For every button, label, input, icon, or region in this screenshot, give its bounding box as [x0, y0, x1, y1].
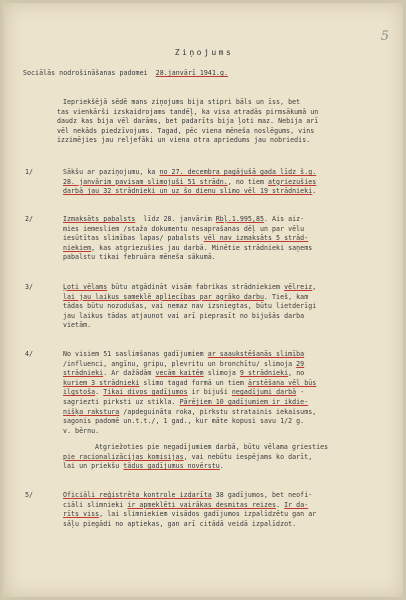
p2-line-5: pabalstu tikai februāra mēneša sākumā. [63, 253, 216, 262]
text-run: . Ais aiz- [264, 215, 305, 223]
underlined-run: 28. janvārim pavisam slimojuši 51 strādn. [63, 177, 228, 186]
text-run: , no tiem [227, 177, 269, 186]
item-number: 5/ [25, 491, 34, 499]
text-run: , [312, 283, 317, 291]
underlined-run: Izmaksāts pabalsts [63, 215, 136, 223]
text-run: , kas atgriezušies jau darbā. Minētie strādnieki saņems [91, 243, 313, 252]
text-run: . [312, 187, 317, 196]
text-run: , lai slimniekiem visādos gadījumos izpalīdzētu gan ar [99, 510, 317, 519]
text-run: . [95, 388, 104, 397]
p4-line-6 [63, 398, 308, 408]
p3-line-4: jau laikus tādas atjaunot vai arī pieprasīt no bijušās darba [63, 311, 305, 320]
p5-line-4: sāļu piegādi no aptiekas, gan arī citādā veidā izpalīdzot. [63, 519, 297, 528]
underlined-run: ir apmeklēti vairākas desmitas reizes [127, 500, 277, 509]
text-run: ir bijuši [187, 388, 232, 397]
text-run: sagriezti pirksti uz stikla. [63, 398, 180, 406]
underlined-run: 9 strādnieki [239, 369, 289, 378]
text-run: - [296, 388, 305, 397]
underlined-run: tādus gadījumus novērstu [123, 462, 220, 471]
underlined-run: 29 [296, 359, 305, 368]
p1-line-3 [63, 187, 316, 197]
subtitle [23, 69, 228, 79]
underlined-run: vēl nav izmaksāts 5 strād- [203, 234, 309, 243]
item-number: 1/ [25, 168, 34, 176]
p4-line-8: sagonis padomē un.t.t./, 1 gad., kur māte kopusi savu 1/2 g. [63, 417, 305, 426]
p5-line-2 [63, 501, 308, 511]
underlined-run: Ļoti vēlams [63, 283, 108, 291]
p4-line-11 [63, 453, 312, 463]
document-title: Ziņojums [174, 48, 234, 57]
item-number: 4/ [25, 350, 34, 358]
p1-line-2 [63, 178, 316, 188]
p5-line-3 [63, 510, 316, 520]
underlined-run: pie racionalizācijas komisijas [63, 452, 184, 461]
underlined-run: Oficiāli reģistrēta kontrole izdarīta [63, 491, 212, 499]
p4-line-10: Atgriežoties pie negadījumiem darbā, būtu vēlama griesties [95, 443, 329, 451]
underlined-run: atgriezušies [268, 177, 317, 186]
item-number: 2/ [25, 215, 34, 223]
underlined-run: rīts viss [63, 510, 100, 519]
text-run: Sākšu ar paziņojumu, ka [63, 168, 160, 176]
underlined-run: Tikai divos gadījumos [103, 388, 188, 397]
underlined-run: ārstēšana vēl būs [247, 378, 317, 387]
p3-line-3: tādas būtu nozudušas, vai nemaz nav izsniegtas, būtu lietderīgi [63, 302, 317, 311]
p2-line-1 [63, 215, 304, 225]
text-run: , no [288, 369, 305, 378]
p2-line-2: mies iemesliem /staža dokumentu nesaprašanas dēļ un par vēlu [63, 224, 305, 233]
underlined-run: darbā jau 32 strādnieki un uz šo dienu slimo vēl 19 strādnieki [63, 187, 313, 196]
text-run: /apdeguināta roka, pirkstu stratainis iekaisums, [119, 407, 317, 416]
p4-line-9: v. bērnu. [63, 426, 100, 435]
intro-line: tas vienkārši izskaidrojams tandēļ, ka visa atradās pirmsākumā un [57, 107, 319, 116]
text-run: būtu atgādināt visām fabrikas strādniekiem [107, 283, 285, 291]
text-run: 38 gadījumos, bet neofi- [211, 491, 313, 499]
underlined-run: Ir da- [284, 500, 309, 509]
underlined-run: Pārējiem 10 gadījumiem ir ikdie- [179, 398, 309, 406]
p3-line-1 [63, 283, 316, 293]
text-run: lai un priekšu [63, 462, 124, 471]
p2-line-3 [63, 234, 308, 244]
p3-line-2 [63, 293, 308, 303]
underlined-run: ar saaukstēšanās slimība [207, 350, 305, 358]
underlined-run: ilgstoša [63, 388, 96, 397]
underlined-run: nišķa rakstura [63, 407, 120, 416]
p4-line-12 [63, 462, 224, 472]
text-run: ciāli slimnieki [63, 500, 128, 509]
text-run: . Ar dažādām [103, 369, 156, 378]
text-run: iesūtītas slimības lapas/ pabalsts [63, 234, 204, 243]
underlined-run: kuriem 3 strādnieki [63, 378, 140, 387]
p3-line-5: vietām. [63, 321, 92, 330]
underlined-run: vēlreiz [284, 283, 313, 291]
p4-line-5 [63, 388, 304, 398]
text-run: līdz 28. janvārim [135, 215, 216, 223]
underlined-run: no 27. decembra pagājušā gada līdz š.g. [159, 168, 317, 176]
p4-line-3 [63, 369, 304, 379]
underlined-run: negadījumi darbā [231, 388, 297, 397]
p4-line-2 [63, 360, 304, 370]
document-page [3, 3, 403, 597]
intro-line: vēl nekāds piedzīvojums. Tagad, pēc viena mēneša noslēgums, vins [57, 126, 315, 135]
p1-line-1 [63, 168, 316, 178]
p4-line-4 [63, 379, 316, 389]
text-run: . [219, 462, 224, 471]
intro-line: izzimējies jau reljefāki un viena otra apriedums jau nobriedis. [57, 136, 311, 145]
intro-line: Iepriekšējā sēdē mans ziņojums bija stipri bāls un īss, bet [63, 98, 301, 106]
underlined-run: strādnieki [63, 369, 104, 378]
item-number: 3/ [25, 283, 34, 291]
underlined-run: vecām kaitēm [155, 369, 204, 378]
subtitle-date: 28.janvārī 1941.g. [155, 69, 229, 77]
text-run: No visiem 51 saslimšanas gadījumiem [63, 350, 208, 358]
p4-line-1 [63, 350, 304, 360]
text-run: . [276, 500, 285, 509]
subtitle-prefix: Sociālās nodrošināšanas padomei [23, 69, 148, 77]
p5-line-1 [63, 491, 312, 501]
underlined-run: niekiem [63, 243, 92, 252]
text-run: , vai nebūtu iespējams ko darīt, [183, 452, 313, 461]
p4-line-7 [63, 408, 316, 418]
text-run: . Tieš, kam [264, 292, 309, 301]
page-number-mark: 5 [380, 29, 389, 44]
underlined-run: Rbļ.1.995,85 [215, 215, 265, 223]
text-run: slimoja [203, 369, 240, 378]
intro-line: daudz kas bija vēl darāms, bet padarīts bija ļoti maz. Nebija arī [57, 117, 319, 126]
underlined-run: lai jau laikus sameklē apliecības par agrāko darbu [63, 292, 264, 301]
text-run: slimo tagad formā un tiem [139, 378, 248, 387]
p2-line-4 [63, 244, 312, 254]
text-run: /influenci, angīnu, gripu, plevritu un bronchītu/ slimoja [63, 359, 297, 368]
